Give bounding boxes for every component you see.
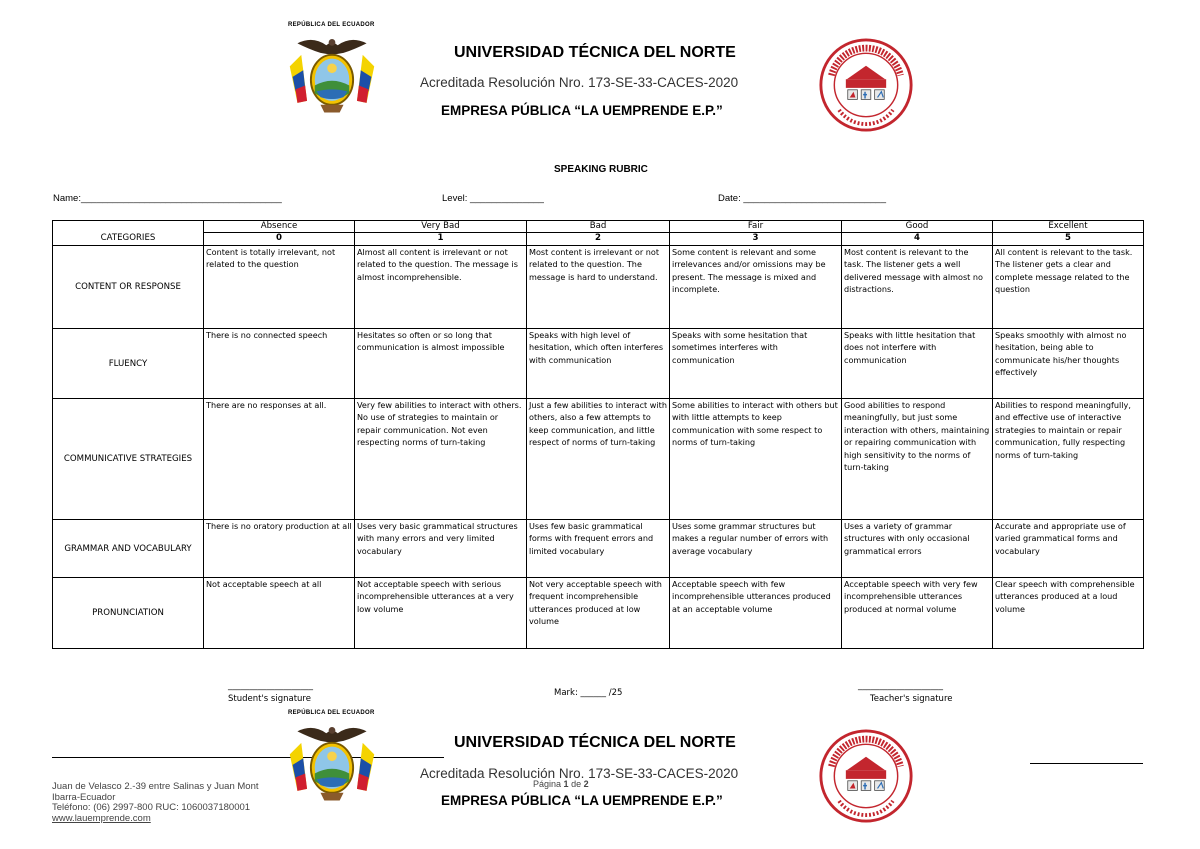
rubric-cell: Clear speech with comprehensible utterances produced at a loud volume [993, 578, 1144, 649]
rubric-cell: Good abilities to respond meaningfully, but just some interaction with others, maintaining or repairing communication with high sensitivity to the norms of turn-taking [842, 399, 993, 520]
rubric-cell: Speaks with some hesitation that sometimes interferes with communication [670, 329, 842, 399]
teacher-signature-line: ____________________ [858, 681, 943, 691]
university-name-footer: UNIVERSIDAD TÉCNICA DEL NORTE [454, 734, 736, 751]
level-name: Fair [670, 221, 842, 233]
company-name: EMPRESA PÚBLICA “LA UEMPRENDE E.P.” [441, 103, 723, 118]
level-score: 1 [355, 233, 527, 246]
category-label: CONTENT OR RESPONSE [53, 246, 204, 329]
rubric-row-fluency [53, 329, 1144, 399]
rubric-cell: Speaks with little hesitation that does not interfere with communication [842, 329, 993, 399]
rubric-row-grammar [53, 520, 1144, 578]
page-total: 2 [583, 779, 589, 789]
rubric-cell: There is no connected speech [204, 329, 355, 399]
phone-ruc: Teléfono: (06) 2997-800 RUC: 1060037180001 [52, 802, 251, 813]
category-label: GRAMMAR AND VOCABULARY [53, 520, 204, 578]
rubric-cell: Uses few basic grammatical forms with frequent errors and limited vocabulary [527, 520, 670, 578]
mark-field: Mark: ______ /25 [554, 688, 623, 698]
rubric-cell: Most content is relevant to the task. The listener gets a well delivered message with almost no distractions. [842, 246, 993, 329]
page-number [533, 779, 589, 789]
rubric-cell: Acceptable speech with few incomprehensible utterances produced at an acceptable volume [670, 578, 842, 649]
footer-divider-right [1030, 763, 1143, 764]
level-score: 2 [527, 233, 670, 246]
rubric-cell: Almost all content is irrelevant or not related to the question. The message is almost incomprehensible. [355, 246, 527, 329]
rubric-row-strategies [53, 399, 1144, 520]
level-name: Absence [204, 221, 355, 233]
page-current: 1 [563, 779, 569, 789]
utn-seal-footer [818, 728, 914, 824]
corner-cell [53, 221, 204, 233]
address-line-1: Juan de Velasco 2.-39 entre Salinas y Juan Mont [52, 781, 259, 792]
level-score: 5 [993, 233, 1144, 246]
rubric-row-pronunciation [53, 578, 1144, 649]
level-score: 4 [842, 233, 993, 246]
accreditation-footer: Acreditada Resolución Nro. 173-SE-33-CACES-2020 [420, 766, 739, 781]
rubric-cell: Very few abilities to interact with others. No use of strategies to maintain or repair communication. Not even respecting norms of turn-taking [355, 399, 527, 520]
accreditation: Acreditada Resolución Nro. 173-SE-33-CACES-2020 [420, 75, 739, 90]
republica-label-footer: REPÚBLICA DEL ECUADOR [288, 710, 375, 716]
level-field: Level: ______________ [442, 193, 544, 204]
footer-divider-left [52, 757, 444, 758]
rubric-cell: Hesitates so often or so long that communication is almost impossible [355, 329, 527, 399]
category-label: PRONUNCIATION [53, 578, 204, 649]
rubric-cell: Acceptable speech with very few incomprehensible utterances produced at normal volume [842, 578, 993, 649]
level-name: Bad [527, 221, 670, 233]
rubric-cell: Some content is relevant and some irrelevances and/or omissions may be present. The message is mixed and incomplete. [670, 246, 842, 329]
page-prefix: Página [533, 779, 562, 789]
rubric-cell: Uses a variety of grammar structures with only occasional grammatical errors [842, 520, 993, 578]
category-label: FLUENCY [53, 329, 204, 399]
teacher-signature-label: Teacher's signature [870, 694, 953, 704]
level-name: Excellent [993, 221, 1144, 233]
rubric-title: SPEAKING RUBRIC [554, 164, 648, 175]
website-link[interactable]: www.lauemprende.com [52, 812, 151, 824]
rubric-row-content [53, 246, 1144, 329]
level-score: 0 [204, 233, 355, 246]
student-signature-label: Student's signature [228, 694, 311, 704]
rubric-cell: Not acceptable speech at all [204, 578, 355, 649]
rubric-cell: Uses very basic grammatical structures with many errors and very limited vocabulary [355, 520, 527, 578]
level-name-row [53, 221, 1144, 233]
speaking-rubric-table [52, 220, 1144, 649]
date-field: Date: ___________________________ [718, 193, 886, 204]
ecuador-coat-of-arms-footer [284, 720, 380, 806]
republica-label: REPÚBLICA DEL ECUADOR [288, 22, 375, 28]
company-name-footer: EMPRESA PÚBLICA “LA UEMPRENDE E.P.” [441, 793, 723, 808]
rubric-cell: Not acceptable speech with serious incomprehensible utterances at a very low volume [355, 578, 527, 649]
rubric-cell: Content is totally irrelevant, not related to the question [204, 246, 355, 329]
ecuador-coat-of-arms [284, 32, 380, 118]
score-row [53, 233, 1144, 246]
category-label: COMMUNICATIVE STRATEGIES [53, 399, 204, 520]
rubric-cell: There is no oratory production at all [204, 520, 355, 578]
address-line-2: Ibarra-Ecuador [52, 791, 116, 803]
level-name: Very Bad [355, 221, 527, 233]
footer-address [52, 782, 259, 824]
rubric-cell: All content is relevant to the task. The listener gets a clear and complete message related to the question [993, 246, 1144, 329]
rubric-cell: Some abilities to interact with others but with little attempts to keep communication with some respect to norms of turn-taking [670, 399, 842, 520]
page-of: de [571, 779, 582, 789]
categories-header: CATEGORIES [53, 233, 204, 246]
university-name: UNIVERSIDAD TÉCNICA DEL NORTE [454, 44, 736, 61]
rubric-cell: Abilities to respond meaningfully, and effective use of interactive strategies to maintain or repair communication, fully respecting norms of turn-taking [993, 399, 1144, 520]
utn-seal [818, 37, 914, 133]
rubric-cell: Speaks with high level of hesitation, which often interferes with communication [527, 329, 670, 399]
rubric-cell: Speaks smoothly with almost no hesitation, being able to communicate his/her thoughts effectively [993, 329, 1144, 399]
rubric-cell: Just a few abilities to interact with others, also a few attempts to keep communication, and little respect of norms of turn-taking [527, 399, 670, 520]
rubric-cell: Not very acceptable speech with frequent incomprehensible utterances produced at low volume [527, 578, 670, 649]
rubric-cell: Uses some grammar structures but makes a regular number of errors with average vocabulary [670, 520, 842, 578]
level-score: 3 [670, 233, 842, 246]
rubric-cell: There are no responses at all. [204, 399, 355, 520]
rubric-cell: Accurate and appropriate use of varied grammatical forms and vocabulary [993, 520, 1144, 578]
student-signature-line: ____________________ [228, 681, 313, 691]
name-field: Name:______________________________________ [53, 193, 282, 204]
rubric-cell: Most content is irrelevant or not related to the question. The message is hard to understand. [527, 246, 670, 329]
level-name: Good [842, 221, 993, 233]
